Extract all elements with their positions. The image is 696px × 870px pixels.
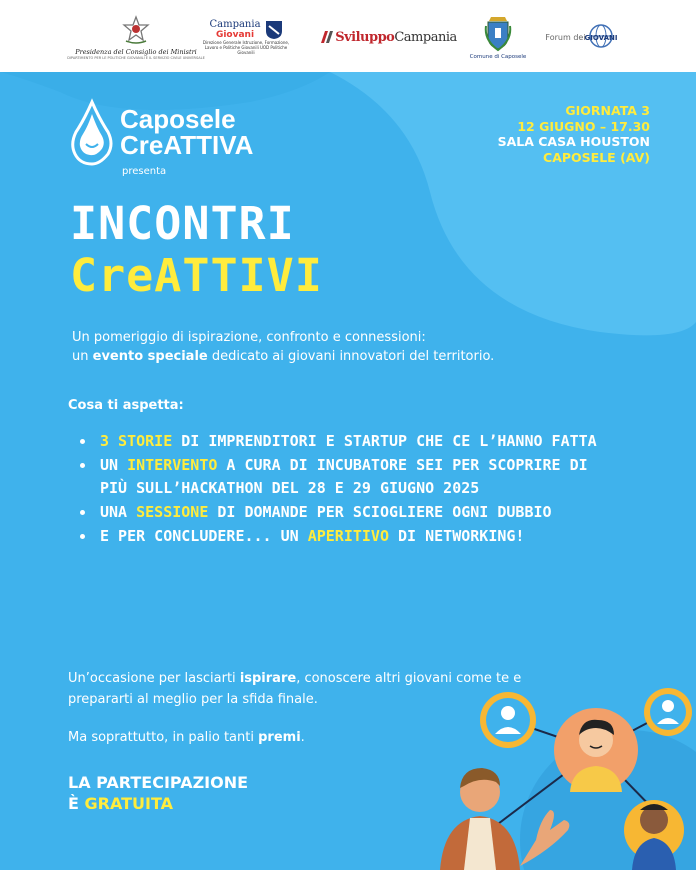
presidency-caption: Presidenza del Consiglio dei Ministri — [75, 47, 197, 56]
event-day: GIORNATA 3 — [565, 103, 650, 118]
campania-shield-icon — [265, 20, 283, 40]
agenda-item — [78, 454, 618, 500]
title-line2: CreATTIVI — [70, 249, 323, 302]
agenda-item-pre: E PER CONCLUDERE... UN — [100, 527, 308, 545]
occasion-bold: ispirare — [239, 671, 297, 686]
agenda-item-pre: UN — [100, 456, 128, 474]
comune-crest-icon — [483, 14, 513, 52]
agenda-item-pre: UNA — [100, 503, 137, 521]
sviluppo-campania-logo — [318, 10, 458, 64]
campania-word: Campania — [394, 29, 457, 45]
agenda-item-highlight: 3 STORIE — [100, 432, 173, 450]
intro-line2-pre: un — [72, 349, 93, 364]
comune-caption: Comune di Caposele — [469, 54, 527, 60]
networking-illustration — [400, 680, 696, 870]
campania-giovani-logo — [198, 10, 294, 64]
agenda-item — [78, 525, 618, 548]
agenda-item-highlight: INTERVENTO — [127, 456, 218, 474]
bullet-dot — [80, 510, 85, 515]
agenda-item-highlight: APERITIVO — [307, 527, 389, 545]
campania-title: Campania — [209, 18, 261, 30]
agenda-item — [78, 501, 618, 524]
bullet-dot — [80, 463, 85, 468]
agenda-item-text: DI NETWORKING! — [389, 527, 525, 545]
agenda-item — [78, 430, 618, 453]
occasion-post: , conoscere altri giovani come te e prepararti al meglio per la sfida finale. — [68, 671, 522, 707]
event-date: 12 GIUGNO – 17.30 — [517, 118, 650, 134]
occasion-pre: Un’occasione per lasciarti — [68, 671, 240, 686]
brand-name-line2: CreATTIVA — [120, 130, 254, 160]
event-info — [498, 103, 650, 165]
intro-line2-post: dedicato ai giovani innovatori del territorio. — [207, 349, 495, 364]
emblem-icon — [122, 15, 150, 45]
forum-globe-icon — [584, 23, 618, 51]
presidency-logo — [67, 10, 205, 64]
campania-giovani-text: Giovani — [215, 29, 255, 40]
prizes-bold: premi — [258, 730, 301, 745]
agenda-item-text: DI DOMANDE PER SCIOGLIERE OGNI DUBBIO — [208, 503, 552, 521]
free-line1: LA PARTECIPAZIONE — [68, 773, 249, 792]
event-town: CAPOSELE (AV) — [543, 149, 650, 165]
forum-text: Forum dei — [545, 32, 586, 42]
person-center-icon — [554, 708, 638, 792]
presidency-subcaption: DIPARTIMENTO PER LE POLITICHE GIOVANILI E IL SERVIZIO CIVILE UNIVERSALE — [67, 55, 205, 60]
water-drop-icon — [70, 100, 114, 166]
agenda-item-text: DI IMPRENDITORI E STARTUP CHE CE L’HANNO FATTA — [172, 432, 597, 450]
prizes-pre: Ma soprattutto, in palio tanti — [68, 730, 259, 745]
sviluppo-mark-icon — [319, 29, 335, 45]
comune-caposele-logo — [468, 10, 528, 64]
brand-name-line1: Caposele — [120, 104, 236, 134]
agenda-list — [78, 430, 618, 549]
partner-logo-bar — [0, 0, 696, 72]
agenda-item-text: A CURA DI INCUBATORE SEI PER SCOPRIRE DI PIÙ SULL’HACKATHON DEL 28 E 29 GIUGNO 2025 — [100, 456, 588, 497]
sviluppo-word: Sviluppo — [335, 29, 395, 45]
bullet-dot — [80, 439, 85, 444]
title-line1: INCONTRI — [70, 197, 295, 250]
prizes-post: . — [300, 730, 305, 745]
agenda-heading: Cosa ti aspetta: — [68, 398, 184, 413]
avatar-node-icon — [480, 692, 536, 748]
intro-text — [72, 328, 632, 366]
bullet-dot — [80, 534, 85, 539]
intro-line2-bold: evento speciale — [92, 349, 208, 364]
free-line2-highlight: GRATUITA — [84, 794, 174, 813]
free-line2-pre: È — [68, 794, 85, 813]
intro-line2 — [72, 347, 632, 366]
free-participation — [68, 772, 248, 814]
prizes-text — [68, 730, 305, 745]
brand-logo — [70, 98, 310, 188]
avatar-node-icon — [644, 688, 692, 736]
intro-line1: Un pomeriggio di ispirazione, confronto e connessioni: — [72, 330, 426, 345]
event-place: SALA CASA HOUSTON — [497, 134, 650, 149]
brand-presenta: presenta — [122, 166, 167, 177]
agenda-item-highlight: SESSIONE — [136, 503, 209, 521]
campania-department: Direzione Generale Istruzione, Formazione, Lavoro e Politiche Giovanili UOD Politiche Giovanili — [202, 39, 290, 55]
forum-mark: GIOVANI — [584, 34, 618, 42]
free-line2 — [68, 793, 248, 814]
brand-name — [120, 106, 253, 158]
forum-giovani-logo — [540, 10, 620, 64]
